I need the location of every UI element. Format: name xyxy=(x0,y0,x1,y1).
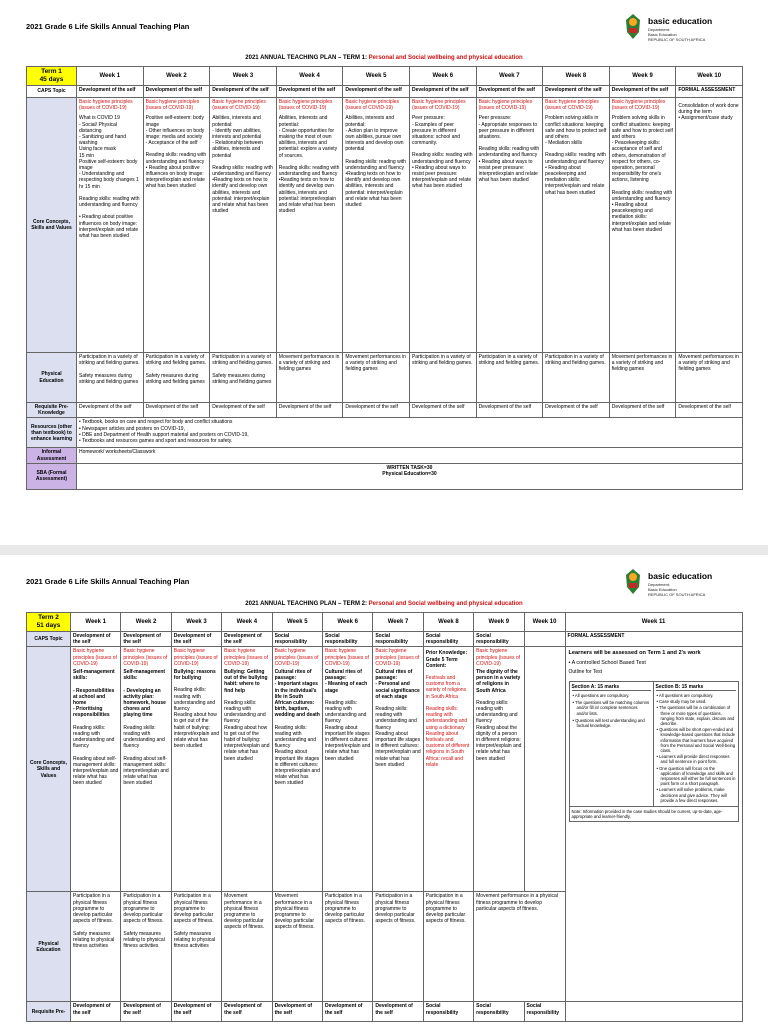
prerequisite-cell: Development of the self xyxy=(343,403,410,418)
requisite-knowledge-label: Requisite Pre-Knowledge xyxy=(27,403,77,418)
core-body: Cultural rites of passage: - Meaning of each stage xyxy=(324,669,368,694)
sba-label: SBA (Formal Assessment) xyxy=(27,463,77,489)
week-header: Week 1 xyxy=(71,613,121,632)
physical-education-cell: Participation in a variety of striking and fielding games. Safety measures during striking and fielding games xyxy=(143,353,210,403)
term-2-table xyxy=(26,612,743,1022)
core-body: Prior Knowledge: Grade 5 Term Content: xyxy=(425,650,468,669)
physical-education-cell: Movement performances in a variety of striking and fielding games xyxy=(676,353,743,403)
physical-education-cell: Participation in a physical fitness programme to develop particular aspects of fitness. xyxy=(423,892,473,1002)
section-a-item: • The questions will be matching columns and/or fill in/ complete sentences and/or lists. xyxy=(572,700,650,716)
hygiene-note: Basic hygiene principles (issues of COVID-19) xyxy=(545,99,599,112)
physical-education-cell: Movement performances in a variety of striking and fielding games xyxy=(609,353,676,403)
core-body: The dignity of the person in a variety of religions in South Africa xyxy=(476,669,521,694)
caps-topic-cell: Development of the self xyxy=(276,86,343,98)
section-b-item: • The questions will be a combination of three or more types of questions, ranging from state, explain, discuss and describe. xyxy=(656,705,735,727)
core-body: Abilities, interests and potential: - Create opportunities for making the most of own abilities, interests and potential: explore a variety of sources. xyxy=(278,115,338,159)
core-concept-cell xyxy=(409,98,476,353)
core-concept-cell xyxy=(143,98,210,353)
hygiene-note: Basic hygiene principles (issues of COVID-19) xyxy=(324,648,369,667)
prerequisite-cell: Social responsibility xyxy=(474,1002,524,1022)
reading-skills: Reading skills: reading with understanding and fluency Reading about self-management skills: interpret/explain and relate what has been studied xyxy=(123,724,169,787)
physical-education-cell: Participation in a physical fitness programme to develop particular aspects of fitness. Safety measures relating to physical fitness activities xyxy=(71,892,121,1002)
core-concept-cell xyxy=(276,98,343,353)
core-body: Cultural rites of passage: - Personal and social significance of each stage xyxy=(375,669,420,700)
section-a-item: • Questions will test understanding and factual knowledge. xyxy=(572,717,645,729)
hygiene-note: Basic hygiene principles (issues of COVID-19) xyxy=(145,99,200,112)
reading-skills: Reading skills: reading with understanding and fluency Reading about how to get out of the habit of bullying: interpret/explain and relate what has been studied xyxy=(224,699,270,762)
core-concept-cell xyxy=(272,647,322,892)
assessment-note: Note: Information provided in the case studies should be current, up-to-date, age-appropriate and learner-friendly. xyxy=(569,807,739,822)
plan-title-term-1: 2021 ANNUAL TEACHING PLAN – TERM 1: Personal and Social wellbeing and physical education xyxy=(245,55,523,61)
week-header: Week 5 xyxy=(272,613,322,632)
core-concept-cell xyxy=(343,98,410,353)
physical-education-cell: Participation in a variety of striking and fielding games. xyxy=(543,353,610,403)
physical-education-cell: Movement performances in a variety of striking and fielding games xyxy=(343,353,410,403)
physical-education-cell: Participation in a physical fitness programme to develop particular aspects of fitness. Safety measures relating to physical fitness activities xyxy=(121,892,171,1002)
week-header: Week 4 xyxy=(276,67,343,86)
caps-topic-cell: FORMAL ASSESSMENT xyxy=(676,86,743,98)
prerequisite-cell: Development of the self xyxy=(609,403,676,418)
section-b-item: • Case study may be used. xyxy=(656,699,707,705)
week-header: Week 2 xyxy=(121,613,171,632)
reading-skills: Reading skills: reading with understanding and fluency •Reading texts on how to identify and develop own abilities, interests and potential: interpret/explain and relate what has been studied xyxy=(278,164,340,215)
section-a xyxy=(570,682,654,806)
formal-assessment-cell xyxy=(565,647,742,1002)
core-body: Abilities, interests and potential: - Identify own abilities, interests and potential - Relationship between abilities, interests and potential xyxy=(212,115,264,159)
prerequisite-cell: Social responsibility xyxy=(423,1002,473,1022)
prerequisite-cell-empty xyxy=(565,1002,742,1022)
core-concept-cell xyxy=(121,647,171,892)
prerequisite-cell: Development of the self xyxy=(71,1002,121,1022)
hygiene-note: Basic hygiene principles (issues of COVID-19) xyxy=(79,99,133,112)
physical-education-cell: Movement performances in a variety of striking and fielding games xyxy=(276,353,343,403)
caps-topic-cell: Development of the self xyxy=(77,86,144,98)
caps-topic-cell: FORMAL ASSESSMENT xyxy=(565,632,742,647)
assessment-outline: Outline for Test xyxy=(568,668,603,675)
physical-education-cell: Participation in a variety of striking and fielding games. xyxy=(409,353,476,403)
hygiene-note: Basic hygiene principles (issues of COVID-19) xyxy=(411,99,466,112)
term-1-table xyxy=(26,66,743,490)
core-concept-cell xyxy=(171,647,221,892)
core-concept-cell xyxy=(77,98,144,353)
core-body: Bullying: Getting out of the bullying habit: where to find help xyxy=(224,669,268,694)
hygiene-note: Basic hygiene principles (issues of COVID-19) xyxy=(278,99,333,112)
core-body: Consolidation of work done during the term • Assignment/case study xyxy=(678,103,739,122)
caps-topic-cell: Social responsibility xyxy=(373,632,423,647)
week-header: Week 5 xyxy=(343,67,410,86)
caps-topic-cell: Social responsibility xyxy=(423,632,473,647)
week-header: Week 8 xyxy=(423,613,473,632)
caps-topic-cell: Social responsibility xyxy=(322,632,372,647)
prerequisite-cell: Development of the self xyxy=(676,403,743,418)
core-body: Bullying: reasons for bullying xyxy=(173,669,216,682)
core-body: Problem solving skills in conflict situations: keeping safe and how to protect self and others - Peacekeeping skills: acceptance of self and others, demonstration of respect for others, co-operation, personal responsibility for one's actions, listening xyxy=(611,115,673,184)
week-header: Week 10 xyxy=(524,613,565,632)
plan-title-term-2: 2021 ANNUAL TEACHING PLAN – TERM 2: Personal and Social wellbeing and physical education xyxy=(245,601,523,607)
week-header: Week 3 xyxy=(171,613,221,632)
prerequisite-cell: Development of the self xyxy=(476,403,543,418)
prerequisite-cell: Development of the self xyxy=(543,403,610,418)
hygiene-note: Basic hygiene principles (issues of COVID-19) xyxy=(73,648,117,667)
reading-skills: Reading skills: reading with understanding and fluency •Reading texts on how to identify and develop own abilities, interests and potential: interpret/explain and relate what has been studied xyxy=(212,164,273,215)
physical-education-label: Physical Education xyxy=(27,353,77,403)
caps-topic-cell: Development of the self xyxy=(210,86,277,98)
core-concepts-label: Core Concepts, Skills and Values xyxy=(27,647,71,892)
hygiene-note: Basic hygiene principles (issues of COVID-19) xyxy=(375,648,420,667)
prerequisite-cell: Development of the self xyxy=(272,1002,322,1022)
physical-education-cell: Participation in a variety of striking and fielding games. Safety measures during striking and fielding games xyxy=(210,353,277,403)
informal-assessment-cell: Homework/ worksheets/Classwork xyxy=(77,448,743,463)
caps-topic-label: CAPS Topic xyxy=(27,86,77,98)
physical-education-cell: Participation in a physical fitness programme to develop particular aspects of fitness. Safety measures relating to physical fitness activities xyxy=(171,892,221,1002)
core-body: What is COVID 19 - Social/ Physical distancing - Sanitizing and hand washing Using face mask 15 min Positive self-esteem: body image - Understanding and respecting body changes 1 hr 15 min xyxy=(79,115,139,190)
informal-assessment-label: Informal Assessment xyxy=(27,448,77,463)
caps-topic-label: CAPS Topic xyxy=(27,632,71,647)
prerequisite-cell: Development of the self xyxy=(77,403,144,418)
section-b-item: • One question will focus on the application of knowledge and skills and responses will either be full sentences in point form or a short paragraph. xyxy=(656,765,736,787)
reading-skills: Reading skills: reading with understanding and fluency • Reading about peacekeeping and mediation skills: interpret/explain and relate what has been studied xyxy=(611,189,673,233)
core-body: Problem solving skills in conflict situations: keeping safe and how to protect self and others - Mediation skills xyxy=(545,115,607,147)
document-title: 2021 Grade 6 Life Skills Annual Teaching Plan xyxy=(26,577,190,586)
reading-skills: Festivals and customs from a variety of religions in South Africa Reading skills: reading with understanding and using a dictionary Reading about festivals and customs of different religions in South Africa: recall and relate xyxy=(425,675,470,768)
core-concept-cell xyxy=(543,98,610,353)
core-concept-cell xyxy=(322,647,372,892)
reading-skills: Reading skills: reading with understanding and fluency • Reading about positive influences on body image: interpret/explain and relate what has been studied xyxy=(145,152,207,190)
hygiene-note: Basic hygiene principles (issues of COVID-19) xyxy=(478,99,533,112)
term-label: Term 2 51 days xyxy=(27,613,71,632)
hygiene-note: Basic hygiene principles (issues of COVID-19) xyxy=(476,648,521,667)
reading-skills: Reading skills: reading with understanding and fluency • Reading about peacekeeping and mediation skills: interpret/explain and relate what has been studied xyxy=(545,152,606,196)
prerequisite-cell: Development of the self xyxy=(409,403,476,418)
hygiene-note: Basic hygiene principles (issues of COVID-19) xyxy=(212,99,266,112)
caps-topic-cell: Social responsibility xyxy=(474,632,524,647)
core-concept-cell xyxy=(71,647,121,892)
section-b-item: • All questions are compulsory. xyxy=(656,693,714,699)
core-concept-cell xyxy=(474,647,524,892)
prerequisite-cell: Development of the self xyxy=(121,1002,171,1022)
week-header: Week 1 xyxy=(77,67,144,86)
physical-education-cell: Participation in a variety of striking and fielding games. xyxy=(476,353,543,403)
caps-topic-cell xyxy=(524,632,565,647)
reading-skills: Reading skills: reading with understanding and fluency Reading about important life stages in different cultures: interpret/explain and relate what has been studied xyxy=(324,699,371,762)
basic-education-logo: basic education Department: Basic Education REPUBLIC OF SOUTH AFRICA xyxy=(622,567,742,607)
section-b-item: • Learners will provide direct responses and full sentence in point form. xyxy=(656,754,730,765)
reading-skills: Reading skills: reading with understanding and fluency Reading about how to get out of the habit of bullying: interpret/explain and relate what has been studied xyxy=(173,687,220,750)
section-b-title: Section B: 15 marks xyxy=(656,684,736,691)
week-header: Week 10 xyxy=(676,67,743,86)
caps-topic-cell: Development of the self xyxy=(343,86,410,98)
core-body: Self-management skills: - Developing an activity plan: homework, house chores and playing time xyxy=(123,669,166,719)
caps-topic-cell: Development of the self xyxy=(609,86,676,98)
section-a-title: Section A: 15 marks xyxy=(572,684,651,691)
core-concept-cell xyxy=(373,647,423,892)
coat-of-arms-icon xyxy=(622,12,644,42)
prerequisite-cell: Development of the self xyxy=(143,403,210,418)
caps-topic-cell: Development of the self xyxy=(171,632,221,647)
caps-topic-cell: Development of the self xyxy=(121,632,171,647)
resources-cell: • Textbook, books on care and respect for body and conflict situations • Newspaper articles and posters on COVID-19, • DBE and Department of Health support material and posters on COVID-19, • Textbooks and resources games and sport and resources for safety. xyxy=(77,418,743,448)
week-header: Week 6 xyxy=(322,613,372,632)
week-header: Week 6 xyxy=(409,67,476,86)
caps-topic-cell: Development of the self xyxy=(222,632,272,647)
basic-education-logo: basic education Department: Basic Education REPUBLIC OF SOUTH AFRICA xyxy=(622,12,742,52)
week-header: Week 11 xyxy=(565,613,742,632)
week-header: Week 9 xyxy=(609,67,676,86)
prerequisite-cell: Development of the self xyxy=(322,1002,372,1022)
hygiene-note: Basic hygiene principles (issues of COVID-19) xyxy=(611,99,666,112)
core-body: Self-management skills: - Responsibilities at school and home - Prioritising responsibilities xyxy=(73,669,115,719)
core-concepts-label: Core Concepts, Skills and Values xyxy=(27,98,77,353)
page-term-2 xyxy=(0,555,768,1024)
caps-topic-cell: Development of the self xyxy=(143,86,210,98)
core-concept-cell xyxy=(476,98,543,353)
requisite-knowledge-label: Requisite Pre- xyxy=(27,1002,71,1022)
reading-skills: Reading skills: reading with understanding and fluency • Reading about ways to resist peer pressure: interpret/explain and relate what has been studied xyxy=(411,152,473,190)
assessment-test: • A controlled School Based Test xyxy=(568,660,646,667)
coat-of-arms-icon xyxy=(622,567,644,597)
prerequisite-cell: Development of the self xyxy=(222,1002,272,1022)
prerequisite-cell: Development of the self xyxy=(276,403,343,418)
reading-skills: Reading skills: reading with understanding and fluency Reading about important life stages in different cultures: interpret/explain and relate what has been studied xyxy=(274,724,320,787)
prerequisite-cell: Development of the self xyxy=(171,1002,221,1022)
physical-education-cell: Movement performance in a physical fitness programme to develop particular aspects of fitness. xyxy=(474,892,565,1002)
core-concept-cell xyxy=(210,98,277,353)
reading-skills: Reading skills: reading with understanding and fluency Reading about self-management skills: interpret/explain and relate what has been studied xyxy=(73,724,119,787)
week-header: Week 7 xyxy=(373,613,423,632)
document-title: 2021 Grade 6 Life Skills Annual Teaching Plan xyxy=(26,22,190,31)
prerequisite-cell: Development of the self xyxy=(373,1002,423,1022)
section-b xyxy=(654,682,738,806)
core-concept-cell xyxy=(676,98,743,353)
assessment-heading: Learners will be assessed on Term 1 and 2's work xyxy=(568,650,701,657)
week-header: Week 7 xyxy=(476,67,543,86)
caps-topic-cell: Social responsibility xyxy=(272,632,322,647)
physical-education-cell: Movement performance in a physical fitness programme to develop particular aspects of fitness. xyxy=(272,892,322,1002)
term-label: Term 1 45 days xyxy=(27,67,77,86)
week-header: Week 4 xyxy=(222,613,272,632)
caps-topic-cell: Development of the self xyxy=(476,86,543,98)
reading-skills: Reading skills: reading with understanding and fluency • Reading about ways to resist peer pressure: interpret/explain and relate what has been studied xyxy=(478,146,540,184)
section-a-item: • All questions are compulsory. xyxy=(572,693,630,699)
sba-cell: WRITTEN TASK=30 Physical Education=30 xyxy=(77,463,743,489)
prerequisite-cell: Social responsibility xyxy=(524,1002,565,1022)
core-body: Positive self-esteem: body image - Other influences on body image: media and society - Acceptance of the self xyxy=(145,115,205,147)
reading-skills: Reading skills: reading with understanding and fluency • Reading about positive influences on body image: interpret/explain and relate what has been studied xyxy=(79,195,140,240)
core-concept-cell xyxy=(423,647,473,892)
reading-skills: Reading skills: reading with understanding and fluency Reading about the dignity of a person in different religions: interpret/explain and relate what has been studied xyxy=(476,699,522,762)
caps-topic-cell: Development of the self xyxy=(71,632,121,647)
core-body: Peer pressure: - Examples of peer pressure in different situations: school and community. xyxy=(411,115,461,147)
prerequisite-cell: Development of the self xyxy=(210,403,277,418)
physical-education-cell: Participation in a variety of striking and fielding games. Safety measures during striking and fielding games xyxy=(77,353,144,403)
core-concept-cell xyxy=(222,647,272,892)
physical-education-label: Physical Education xyxy=(27,892,71,1002)
assessment-sections xyxy=(569,681,739,807)
hygiene-note: Basic hygiene principles (issues of COVID-19) xyxy=(123,648,168,667)
week-header: Week 8 xyxy=(543,67,610,86)
hygiene-note: Basic hygiene principles (issues of COVID-19) xyxy=(224,648,269,667)
reading-skills: Reading skills: reading with understanding and fluency Reading about important life stages in different cultures: interpret/explain and relate what has been studied xyxy=(375,706,421,768)
week-header: Week 2 xyxy=(143,67,210,86)
hygiene-note: Basic hygiene principles (issues of COVID-19) xyxy=(173,648,218,667)
physical-education-cell: Participation in a physical fitness programme to develop particular aspects of fitness. xyxy=(322,892,372,1002)
core-concept-cell xyxy=(524,647,565,892)
core-concept-cell xyxy=(609,98,676,353)
hygiene-note: Basic hygiene principles (issues of COVID-19) xyxy=(345,99,400,112)
hygiene-note: Basic hygiene principles (issues of COVID-19) xyxy=(274,648,319,667)
section-b-item: • Questions will be short open-ended and knowledge-based questions that include information that learners have acquired from the Personal and Social Well-being class. xyxy=(656,727,736,754)
caps-topic-cell: Development of the self xyxy=(543,86,610,98)
week-header: Week 9 xyxy=(474,613,524,632)
resources-label: Resources (other than textbook) to enhance learning xyxy=(27,418,77,448)
core-body: Abilities, interests and potential: - Action plan to improve own abilities, pursue own interests and develop own potential xyxy=(345,115,404,153)
section-b-item: • Learners will solve problems, make decisions and give advice. They will provide a few direct responses. xyxy=(656,787,727,803)
physical-education-cell: Participation in a physical fitness programme to develop particular aspects of fitness. xyxy=(373,892,423,1002)
week-header: Week 3 xyxy=(210,67,277,86)
reading-skills: Reading skills: reading with understanding and fluency •Reading texts on how to identify and develop own abilities, interests and potential: interpret/explain and relate what has been studied xyxy=(345,158,406,209)
core-body: Cultural rites of passage: - Important stages in the individual's life in South African cultures: birth, baptism, wedding and death xyxy=(274,669,320,719)
caps-topic-cell: Development of the self xyxy=(409,86,476,98)
physical-education-cell: Movement performance in a physical fitness programme to develop particular aspects of fitness. xyxy=(222,892,272,1002)
core-body: Peer pressure: - Appropriate responses to peer pressure in different situations. xyxy=(478,115,538,141)
